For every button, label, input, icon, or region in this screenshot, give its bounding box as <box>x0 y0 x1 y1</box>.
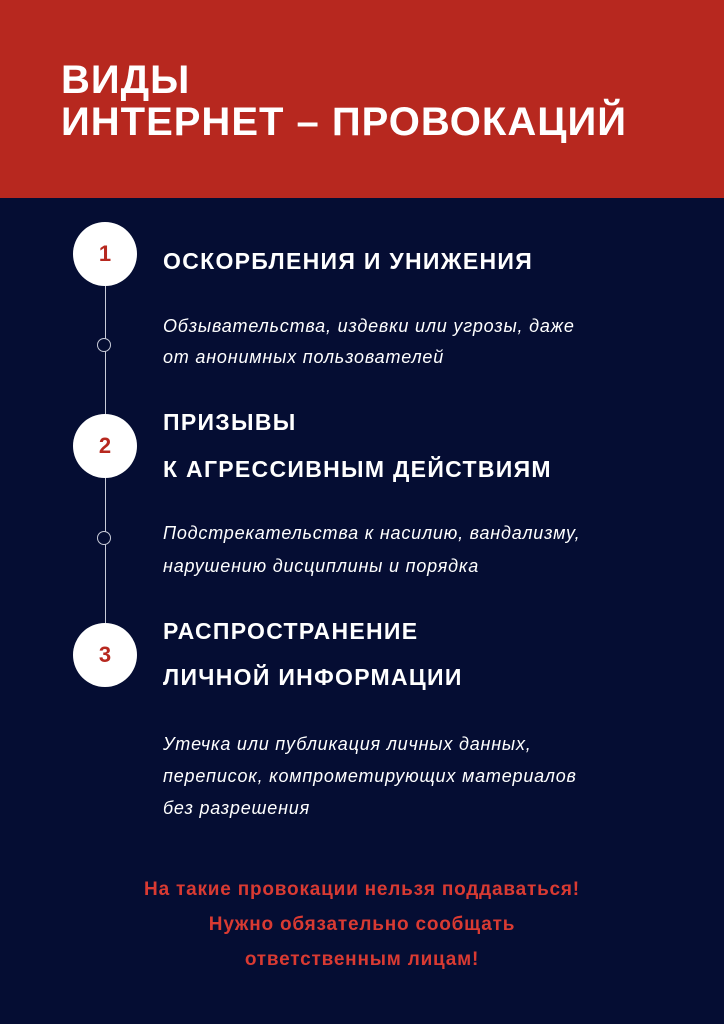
step-number-1: 1 <box>73 222 137 286</box>
item-3-heading-line-2: ЛИЧНОЙ ИНФОРМАЦИИ <box>163 664 463 690</box>
item-1-heading: ОСКОРБЛЕНИЯ И УНИЖЕНИЯ <box>163 248 534 274</box>
step-number-3: 3 <box>73 623 137 687</box>
header-banner <box>0 0 724 198</box>
item-2-heading-line-2: К АГРЕССИВНЫМ ДЕЙСТВИЯМ <box>163 456 552 482</box>
warning-line-2: Нужно обязательно сообщать <box>208 914 516 935</box>
item-3-description-line-2: переписок, компрометирующих материалов <box>163 766 577 786</box>
page-title-line-1: ВИДЫ <box>61 58 191 102</box>
timeline-dot-1 <box>97 338 111 352</box>
timeline-dot-2 <box>97 531 111 545</box>
item-2-heading-line-1: ПРИЗЫВЫ <box>163 409 297 435</box>
item-1-description-line-2: от анонимных пользователей <box>163 347 445 367</box>
step-number-2: 2 <box>73 414 137 478</box>
item-3-description-line-1: Утечка или публикация личных данных, <box>163 734 532 754</box>
item-2-description-line-1: Подстрекательства к насилию, вандализму, <box>163 523 581 543</box>
item-3-heading-line-1: РАСПРОСТРАНЕНИЕ <box>163 618 419 644</box>
item-2-description-line-2: нарушению дисциплины и порядка <box>163 556 480 576</box>
page-title-line-2: ИНТЕРНЕТ – ПРОВОКАЦИЙ <box>61 100 627 144</box>
warning-line-3: ответственным лицам! <box>244 949 480 970</box>
item-1-description-line-1: Обзывательства, издевки или угрозы, даже <box>163 316 575 336</box>
warning-line-1: На такие провокации нельзя поддаваться! <box>144 879 580 900</box>
item-3-description-line-3: без разрешения <box>163 798 310 818</box>
